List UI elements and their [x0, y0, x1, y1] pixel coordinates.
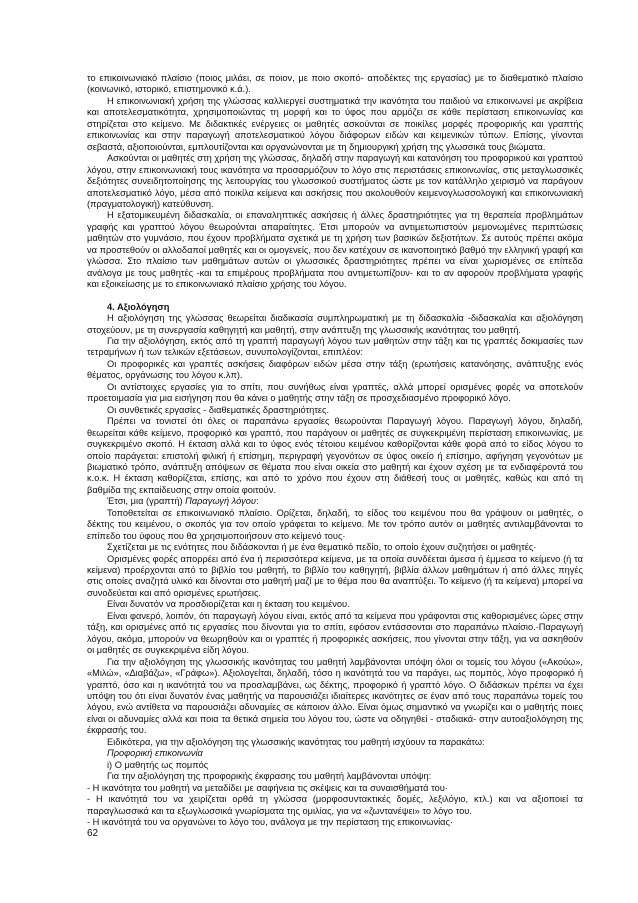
- italic-term: Παραγωγή λόγου: [185, 496, 256, 507]
- list-item: Οι συνθετικές εργασίες - διαθεματικές δραστηριότητες.: [107, 404, 330, 415]
- list-item: - Η ικανότητά του να οργανώνει το λόγο του, ανάλογα με την περίσταση της επικοινωνίας·: [87, 817, 454, 827]
- list-item: Είναι δυνατόν να προσδιορίζεται και η έκταση του κειμένου.: [107, 599, 350, 610]
- page-number: 62: [87, 828, 99, 839]
- paragraph: Ειδικότερα, για την αξιολόγηση της γλωσσικής ικανότητας του μαθητή ισχύουν τα παρακάτω:: [107, 736, 485, 747]
- list-item: Οι προφορικές και γραπτές ασκήσεις διαφόρων ειδών μέσα στην τάξη (ερωτήσεις κατανόησης, ανάπτυξης ενός θέματος, οργάνωσης του λόγου κ.λπ).: [87, 358, 583, 381]
- paragraph: το επικοινωνιακό πλαίσιο (ποιος μιλάει, σε ποιον, με ποιο σκοπό- αποδέκτες της εργασίας) με το διαθεματικό πλαίσιο (κοινωνικό, ιστορικό, επιστημονικό κ.ά.).: [87, 73, 583, 95]
- paragraph: [87, 496, 583, 507]
- paragraph: Η εξατομικευμένη διδασκαλία, οι επαναληπτικές ασκήσεις ή άλλες δραστηριότητες για τη θεραπεία προβλημάτων γραφής και γραπτού λόγου θεωρούνται απαραίτητες. Έτσι μπορούν να αντιμετωπιστούν μεμονωμένες περιπτώσεις μαθητών στο γυμνάσιο, που έχουν προβλήματα σχετικά με τη χρήση των βασικών δεξιοτήτων. Σε αυτούς πρέπει ακόμα να προστεθούν οι αλλοδαποί μαθητές και οι ομογενείς, που δεν κατέχουν σε ικανοποιητικό βαθμό την ελληνική γραφή και γλώσσα. Στο πλαίσιο των μαθημάτων αυτών οι γλωσσικές δραστηριότητες πρέπει να είναι χωρισμένες σε επίπεδα ανάλογα με τους μαθητές -και τα επιμέρους προβλήματα που αντιμετωπίζουν- και το αν αφορούν προβλήματα γραφής και εξοικείωσης με το επικοινωνιακό πλαίσιο χρήσης του λόγου.: [87, 210, 583, 290]
- paragraph: Για την αξιολόγηση, εκτός από τη γραπτή παραγωγή λόγου των μαθητών στην τάξη και τις γραπτές δοκιμασίες των τετραμήνων ή των τελικών εξετάσεων, συνυπολογίζονται, επιπλέον:: [87, 335, 583, 358]
- paragraph: Η επικοινωνιακή χρήση της γλώσσας καλλιεργεί συστηματικά την ικανότητα του παιδιού να επικοινωνεί με ακρίβεια και αποτελεσματικότητα, χρησιμοποιώντας τη μορφή και το ύφος που αρμόζει σε κάθε περίσταση επικοινωνίας και στηρίζεται στο κείμενο. Με διδακτικές ενέργειες οι μαθητές ασκούνται σε ποικίλες μορφές προφορικής και γραπτής επικοινωνίας και στην παραγωγή αποτελεσματικού λόγου διάφορων ειδών και κειμενικών τύπων. Επίσης, γίνονται σεβαστά, αξιοποιούνται, εμπλουτίζονται και οργανώνονται με τη δημιουργική χρήση της γλωσσικά τους βιώματα.: [87, 95, 583, 152]
- body-text: [87, 73, 583, 828]
- list-item: Σχετίζεται με τις ενότητες που διδάσκονται ή με ένα θεματικό πεδίο, το οποίο έχουν συζητήσει οι μαθητές·: [107, 542, 537, 553]
- text-run: :: [255, 496, 259, 507]
- list-item: - Η ικανότητα του μαθητή να μεταδίδει με σαφήνεια τις σκέψεις και τα συναισθήματά του·: [87, 782, 448, 793]
- paragraph: Η αξιολόγηση της γλώσσας θεωρείται διαδικασία συμπληρωματική με τη διδασκαλία -διδασκαλία και αξιολόγηση στοχεύουν, με τη συνεργασία καθηγητή και μαθητή, στην ανάπτυξη της γλωσσικής ικανότητας του μαθητή.: [87, 313, 583, 335]
- paragraph: Ασκούνται οι μαθητές στη χρήση της γλώσσας, δηλαδή στην παραγωγή και κατανόηση του προφορικού και γραπτού λόγου, στην επικοινωνιακή τους ικανότητα να προσαρμόζουν το λόγο στις περιστάσεις επικοινωνίας, στις μεταγλωσσικές δεξιότητες συνειδητοποίησης της λειτουργίας του γλωσσικού συστήματος ώστε με τον κατάλληλο χειρισμό να παράγουν αποτελεσματικό λόγο, μέσα από ποικίλα κείμενα και ασκήσεις που ακολουθούν κειμενογλωσσολογική και επικοινωνιακή (πραγματολογική) κατεύθυνση.: [87, 153, 583, 209]
- list-item: Οι αντίστοιχες εργασίες για το σπίτι, που συνήθως είναι γραπτές, αλλά μπορεί ορισμένες φορές να αποτελούν προετοιμασία για μια εισήγηση που θα κάνει ο μαθητής στην τάξη σε προσχεδιασμένο προφορικό λόγο.: [87, 381, 583, 404]
- list-item: Ορισμένες φορές απορρέει από ένα ή περισσότερα κείμενα, με τα οποία συνδέεται άμεσα ή έμμεσα το κείμενο (ή τα κείμενα) προέρχονται από το βιβλίο του μαθητή, το βιβλίο του καθηγητή, βιβλία άλλων μαθημάτων ή από άλλες πηγές στις οποίες αναζητά υλικό και δίνονται στο μαθητή μαζί με το θέμα που θα αναπτύξει. Το κείμενο (ή τα κείμενα) μπορεί να συνοδεύεται και από ορισμένες ερωτήσεις.: [87, 553, 583, 598]
- paragraph: Πρέπει να τονιστεί ότι όλες οι παραπάνω εργασίες θεωρούνται Παραγωγή λόγου. Παραγωγή λόγου, δηλαδή, θεωρείται κάθε κείμενο, προφορικό και γραπτό, που παράγουν οι μαθητές σε συγκεκριμένη περίσταση επικοινωνίας, με συγκεκριμένο σκοπό. Η έκταση αλλά και το ύφος ενός τέτοιου κειμένου καθορίζονται κάθε φορά από το είδος λόγου το οποίο παράγεται: επιστολή φιλική ή επίσημη, περιγραφή γεγονότων σε ύφος οικείο ή επίσημο, αφήγηση γεγονότων με βιωματικό τρόπο, ανάπτυξη απόψεων σε θέματα που είναι οικεία στο μαθητή και έχουν σχέση με τα ενδιαφέροντά του κ.ο.κ. Η έκταση καθορίζεται, επίσης, και από το χρόνο που έχουν στη διάθεσή τους οι μαθητές, καθώς και από τη βαθμίδα της εκπαίδευσης στην οποία φοιτούν.: [87, 416, 583, 495]
- section-heading: 4. Αξιολόγηση: [107, 301, 170, 312]
- paragraph: Για την αξιολόγηση της γλωσσικής ικανότητας του μαθητή λαμβάνονται υπόψη όλοι οι τομείς του λόγου («Ακούω», «Μιλώ», «Διαβάζω», «Γράφω»). Αξιολογείται, δηλαδή, τόσο η ικανότητά του να παράγει, ως πομπός, λόγο προφορικό ή γραπτό, όσο και η ικανότητά του να προσλαμβάνει, ως δέκτης, προφορικό ή γραπτό λόγο. Ο διδάσκων πρέπει να έχει υπόψη του ότι είναι δυνατόν ένας μαθητής να παρουσιάζει ιδιαίτερες ικανότητες σε έναν από τους παραπάνω τομείς του λόγου, ενώ αντίθετα να παρουσιάζει αδυναμίες σε κάποιον άλλο. Είναι όμως σημαντικό να γνωρίζει και ο μαθητής ποιες είναι οι αδυναμίες αλλά και ποια τα θετικά σημεία του λόγου του, ώστε να οδηγηθεί - σταδιακά- στην αυτοαξιολόγηση της έκφρασής του.: [87, 656, 583, 736]
- subheading: Προφορική επικοινωνία: [107, 748, 203, 759]
- text-run: Έτσι, μια (γραπτή): [107, 496, 186, 507]
- paragraph: Για την αξιολόγηση της προφορικής έκφρασης του μαθητή λαμβάνονται υπόψη:: [107, 771, 432, 782]
- list-item: - Η ικανότητά του να χειρίζεται ορθά τη γλώσσα (μορφοσυντακτικές δομές, λεξιλόγιο, κτλ.) και να αξιοποιεί τα παραγλωσσικά και τα εξωγλωσσικά γνωρίσματα της ομιλίας, για να «ζωντανέψει» το λόγο του.: [87, 794, 583, 816]
- list-item: Τοποθετείται σε επικοινωνιακό πλαίσιο. Ορίζεται, δηλαδή, το είδος του κειμένου που θα γράψουν οι μαθητές, ο δέκτης του κειμένου, ο σκοπός για τον οποίο γράφεται το κείμενο. Με τον τρόπο αυτόν οι μαθητές αντιλαμβάνονται το επίπεδο του ύφους που θα χρησιμοποιήσουν στο κείμενό τους·: [87, 507, 583, 541]
- subheading: i) Ο μαθητής ως πομπός: [107, 759, 209, 770]
- paragraph: Είναι φανερό, λοιπόν, ότι παραγωγή λόγου είναι, εκτός από τα κείμενα που γράφονται στις καθορισμένες ώρες στην τάξη, και ορισμένες από τις εργασίες που δίνονται για το σπίτι, εφόσον εντάσσονται στο παραπάνω πλαίσιο.·Παραγωγή λόγου, ακόμα, μπορούν να θεωρηθούν και οι γραπτές ή προφορικές ασκήσεις, που γίνονται στην τάξη, για να ασκηθούν οι μαθητές σε συγκεκριμένα είδη λόγου.: [87, 610, 583, 656]
